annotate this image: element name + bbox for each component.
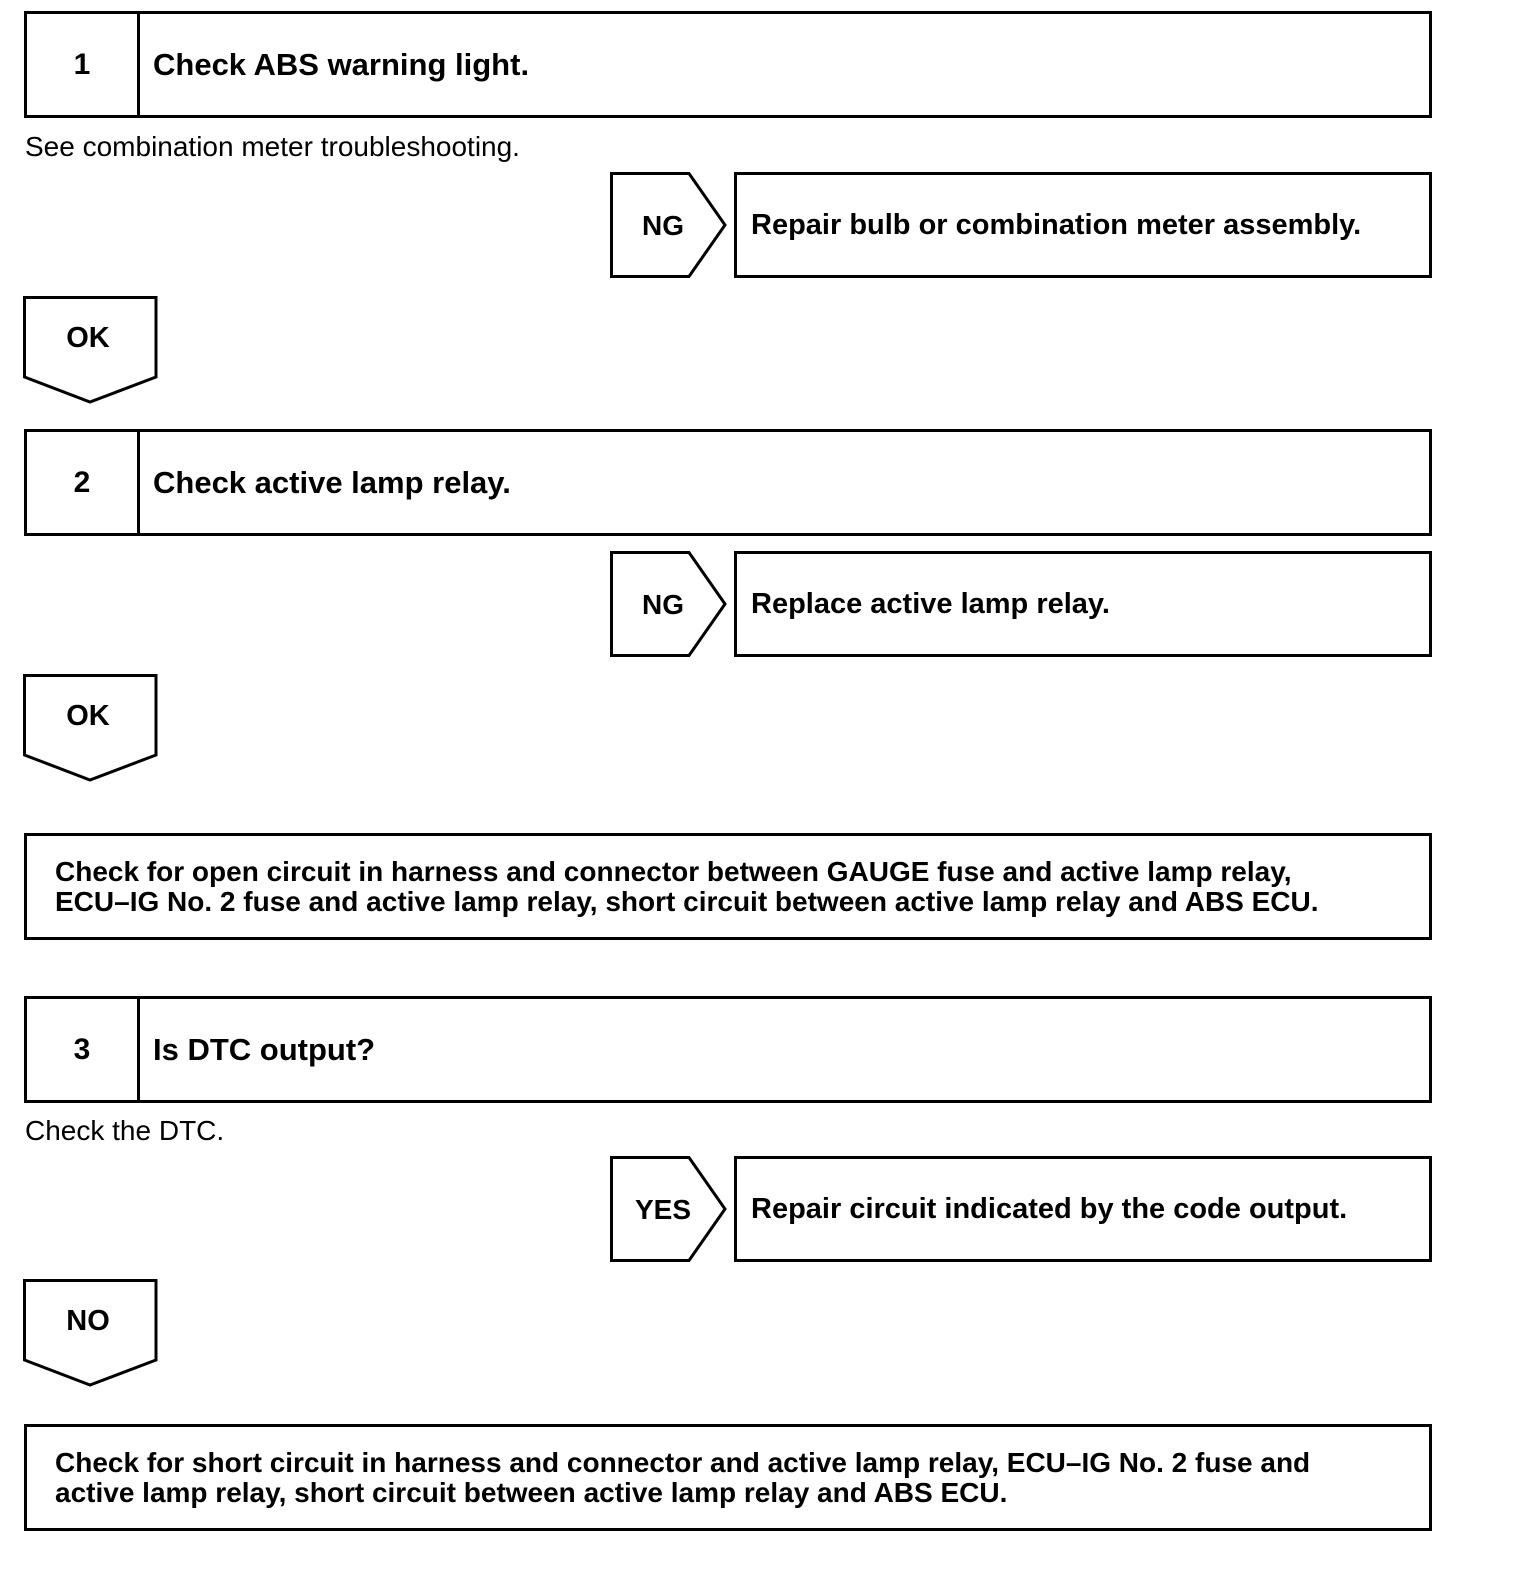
step-3-note: Check the DTC.: [25, 1115, 225, 1146]
no-label: NO: [66, 1305, 110, 1337]
step-1-note: See combination meter troubleshooting.: [25, 131, 520, 162]
action-text: [55, 857, 1319, 917]
step-number: 2: [27, 432, 140, 533]
action-line: Check for short circuit in harness and connector and active lamp relay, ECU–IG No. 2 fuse and: [55, 1446, 1311, 1478]
action-line: active lamp relay, short circuit between active lamp relay and ABS ECU.: [55, 1476, 1008, 1508]
action-line: ECU–IG No. 2 fuse and active lamp relay, short circuit between active lamp relay and ABS ECU.: [55, 885, 1319, 917]
step-number: 3: [27, 999, 140, 1100]
step-2-box: [24, 429, 1432, 536]
result-box-3: Repair circuit indicated by the code output.: [734, 1156, 1432, 1262]
ok-arrow-2: [23, 674, 159, 782]
step-title: Check ABS warning light.: [153, 46, 530, 82]
result-box-2: Replace active lamp relay.: [734, 551, 1432, 657]
ng-label: NG: [642, 589, 684, 620]
action-line: Check for open circuit in harness and connector between GAUGE fuse and active lamp relay,: [55, 855, 1292, 887]
yes-label: YES: [634, 1194, 692, 1225]
yes-arrow: [610, 1156, 728, 1262]
no-arrow: [23, 1279, 159, 1387]
step-number: 1: [27, 14, 140, 115]
ok-label: OK: [66, 322, 110, 354]
ng-label: NG: [642, 210, 684, 241]
result-box-1: Repair bulb or combination meter assembly.: [734, 172, 1432, 278]
step-1-box: [24, 11, 1432, 118]
step-3-box: [24, 996, 1432, 1103]
action-text: [55, 1448, 1310, 1508]
step-title: Is DTC output?: [153, 1031, 376, 1067]
action-box-short-circuit: [24, 1424, 1432, 1531]
ng-arrow-2: [610, 551, 728, 657]
action-box-open-circuit: [24, 833, 1432, 940]
ng-arrow-1: [610, 172, 728, 278]
ok-label: OK: [66, 700, 110, 732]
ok-arrow-1: [23, 296, 159, 404]
step-title: Check active lamp relay.: [153, 464, 511, 500]
